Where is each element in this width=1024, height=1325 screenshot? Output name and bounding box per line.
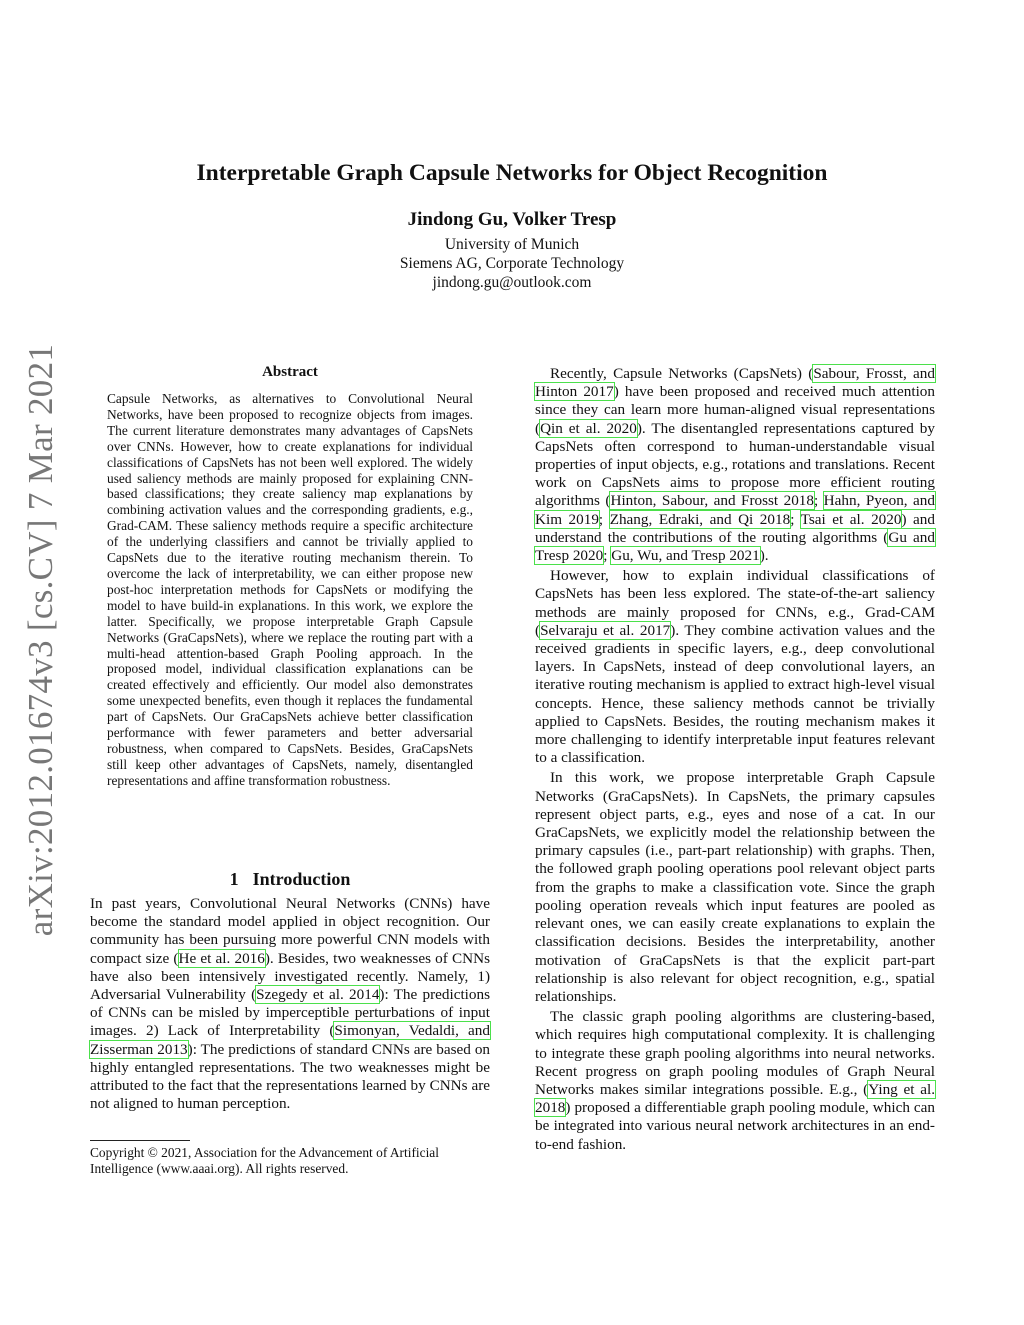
paragraph: In this work, we propose interpretable Graph Capsule Networks (GraCapsNets). In CapsNets, the primary capsules represent object parts, e.g., eyes and nose of a cat. In our GraCapsNets, we explicitly model the relationship between the primary capsules (i.e., part-part relationship) with graphs. Then, the followed graph pooling operations pool relevant object parts from the graphs to make a classification vote. Since the graph pooling operation reveals which input features are pooled as relevant ones, we can easily create explanations to explain the classification decisions. Besides the interpretability, another motivation of GraCapsNets is that the explicit part-part relationship is also relevant for object recognition, e.g., spatial relationships. [535, 769, 935, 1005]
paragraph [535, 1008, 935, 1154]
text-run: ). They combine activation values and the received gradients in specific layers, e.g., deep convolutional layers. In CapsNets, instead of deep convolutional layers, an iterative routing mechanism is applied to extract high-level visual concepts. Hence, these saliency methods cannot be trivially applied to CapsNets. Besides, the routing mechanism makes it more challenging to identify interpretable input features relevant to a classification. [535, 621, 936, 767]
introduction-body [90, 895, 490, 1113]
citation-link[interactable]: Tsai et al. 2020 [800, 510, 902, 528]
citation-link[interactable]: Hahn, Pyeon, and Kim 2019 [535, 492, 935, 528]
text-run: ; [813, 492, 824, 510]
affiliations [0, 235, 1024, 292]
citation-link[interactable]: Selvaraju et al. 2017 [540, 621, 671, 639]
arxiv-stamp[interactable]: arXiv:2012.01674v3 [cs.CV] 7 Mar 2021 [21, 343, 60, 937]
paragraph [535, 567, 935, 767]
affiliation-university: University of Munich [444, 236, 580, 253]
citation-link[interactable]: Szegedy et al. 2014 [256, 986, 380, 1004]
footnote-rule [90, 1140, 190, 1141]
paper-authors: Jindong Gu, Volker Tresp [407, 209, 617, 230]
abstract-heading: Abstract [262, 364, 318, 380]
text-run: Recently, Capsule Networks (CapsNets) ( [550, 365, 814, 382]
text-run: ; [603, 547, 612, 565]
text-run: However, how to explain individual classifications of CapsNets has been less explored. The state-of-the-art saliency methods are mainly proposed for CNNs, e.g., Grad-CAM ( [535, 567, 935, 639]
citation-link[interactable]: Hinton, Sabour, and Frosst 2018 [610, 492, 814, 510]
section-title: Introduction [252, 869, 351, 889]
abstract-text: Capsule Networks, as alternatives to Convolutional Neural Networks, have been proposed to recognize objects from images. The current literature demonstrates many advantages of CapsNets over CNNs. However, how to create explanations for individual classifications of CapsNets has not been well explored. The widely used saliency methods are mainly proposed for explaining CNN-based classifications; they create saliency map explanations by combining activation values and the corresponding gradients, e.g., Grad-CAM. These saliency methods require a specific architecture of the underlying classifiers and cannot be trivially applied to CapsNets due to the iterative routing mechanism therein. To overcome the lack of interpretability, we can either propose new post-hoc interpretation methods for CapsNets or modifying the model to have build-in explanations. In this work, we explore the latter. Specifically, we propose interpretable Graph Capsule Networks (GraCapsNets), where we replace the routing part with a multi-head attention-based Graph Pooling approach. In the proposed model, individual classification explanations can be created effectively and efficiently. Our model also demonstrates some unexpected benefits, even though it replaces the fundamental part of CapsNets. Our GraCapsNets achieve better classification performance with fewer parameters and better adversarial robustness, when compared to CapsNets. Besides, GraCapsNets still keep other advantages of CapsNets, namely, disentangled representations and affine transformation robustness. [107, 391, 473, 788]
text-run: ). The disentangled representations captured by CapsNets often correspond to human-understandable visual properties of input objects, e.g., rotations and translations. Recent work on CapsNets aims to propose more efficient routing algorithms ( [535, 419, 935, 510]
text-run: ) have been proposed and received much attention since they can learn more human-aligned visual representations ( [535, 383, 935, 437]
citation-link[interactable]: Qin et al. 2020 [540, 419, 637, 437]
citation-link[interactable]: Gu and Tresp 2020 [535, 528, 935, 565]
citation-link[interactable]: Gu, Wu, and Tresp 2021 [611, 547, 760, 565]
paper-title: Interpretable Graph Capsule Networks for Object Recognition [196, 160, 828, 186]
section-heading-introduction [90, 869, 490, 890]
author-email[interactable]: jindong.gu@outlook.com [432, 274, 592, 291]
section-number: 1 [229, 869, 239, 889]
text-run: ). Besides, two weaknesses of CNNs have also been intensively investigated recently. Namely, 1) Adversarial Vulnerability ( [90, 949, 490, 1004]
intro-paragraph [90, 895, 490, 1113]
text-run: ) and understand the contributions of the routing algorithms ( [535, 510, 935, 546]
citation-link[interactable]: Ying et al. 2018 [535, 1080, 935, 1117]
text-run: ; [790, 510, 801, 528]
copyright-footnote: Copyright © 2021, Association for the Advancement of Artificial Intelligence (www.aaai.org). All rights reserved. [90, 1145, 439, 1176]
citation-link[interactable]: He et al. 2016 [178, 949, 265, 967]
affiliation-company: Siemens AG, Corporate Technology [399, 255, 625, 272]
citation-link[interactable]: Simonyan, Vedaldi, and Zisserman 2013 [90, 1022, 490, 1058]
text-run: In past years, Convolutional Neural Networks (CNNs) have become the standard model applied in object recognition. Our community has been pursuing more powerful CNN models with compact size ( [90, 895, 490, 967]
citation-link[interactable]: Zhang, Edraki, and Qi 2018 [609, 510, 791, 528]
citation-link[interactable]: Sabour, Frosst, and Hinton 2017 [535, 365, 935, 401]
text-run: ; [598, 510, 610, 528]
text-run: ): The predictions of standard CNNs are based on highly entangled representations. The two weaknesses might be attributed to the fact that the representations learned by CNNs are not aligned to human perception. [90, 1040, 491, 1113]
text-run: ): The predictions of CNNs can be misled by imperceptible perturbations of input images. 2) Lack of Interpretability ( [90, 986, 490, 1040]
text-run: ) proposed a differentiable graph pooling module, which can be integrated into various neural network architectures in an end-to-end fashion. [535, 1099, 935, 1153]
right-column-body [535, 365, 935, 1154]
text-run: ). [759, 547, 769, 565]
paragraph [535, 365, 935, 565]
text-run: The classic graph pooling algorithms are clustering-based, which requires high computational complexity. It is challenging to integrate these graph pooling algorithms into neural networks. Recent progress on graph pooling modules of Graph Neural Networks makes similar integrations possible. E.g., ( [535, 1008, 935, 1098]
